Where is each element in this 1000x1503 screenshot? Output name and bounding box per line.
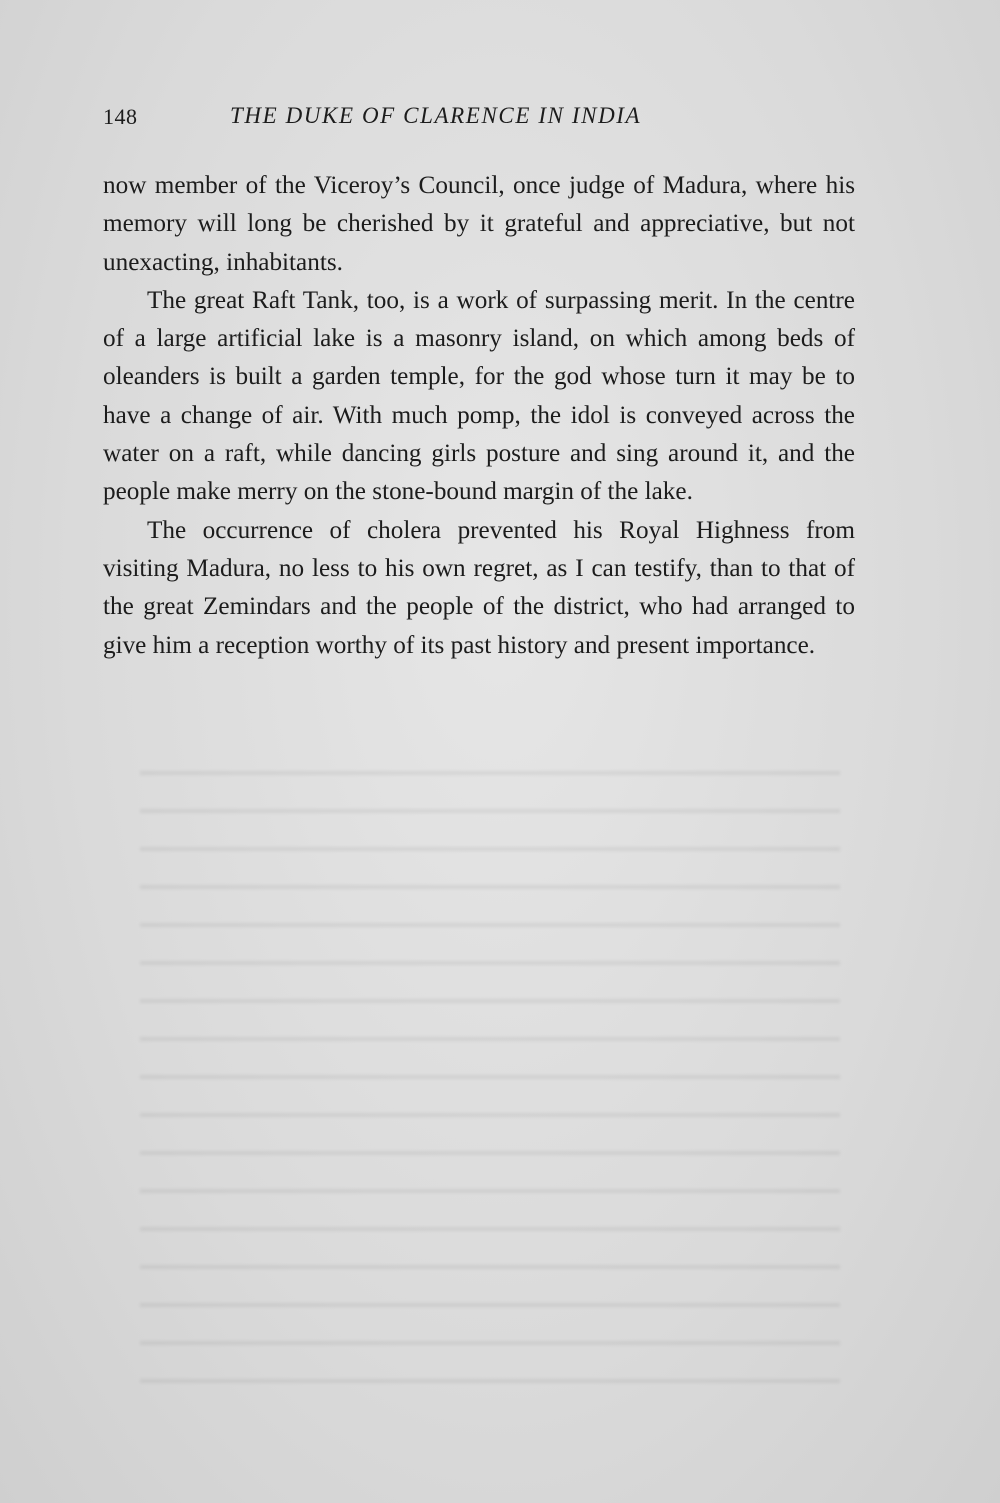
running-title: THE DUKE OF CLARENCE IN INDIA — [230, 103, 642, 128]
show-through-texture — [140, 745, 840, 1385]
body-text — [103, 167, 855, 665]
paragraph-raft-tank: The great Raft Tank, too, is a work of surpassing merit. In the centre of a large artificial lake is a masonry island, on which among beds of oleanders is built a garden temple, for the god whose turn it may be to have a change of air. With much pomp, the idol is conveyed across the water on a raft, while dancing girls posture and sing around it, and the people make merry on the stone-bound margin of the lake. — [103, 286, 855, 506]
page-number: 148 — [103, 104, 138, 129]
paragraph-cholera: The occurrence of cholera prevented his Royal Highness from visiting Madura, no less to his own regret, as I can testify, than to that of the great Zemindars and the people of the district, who had arranged to give him a reception worthy of its past history and present importance. — [103, 516, 855, 659]
paragraph-continuation: now member of the Viceroy’s Council, once judge of Madura, where his memory will long be cherished by it grateful and appreciative, but not unexacting, inhabitants. — [103, 172, 855, 276]
page-header — [103, 100, 853, 136]
